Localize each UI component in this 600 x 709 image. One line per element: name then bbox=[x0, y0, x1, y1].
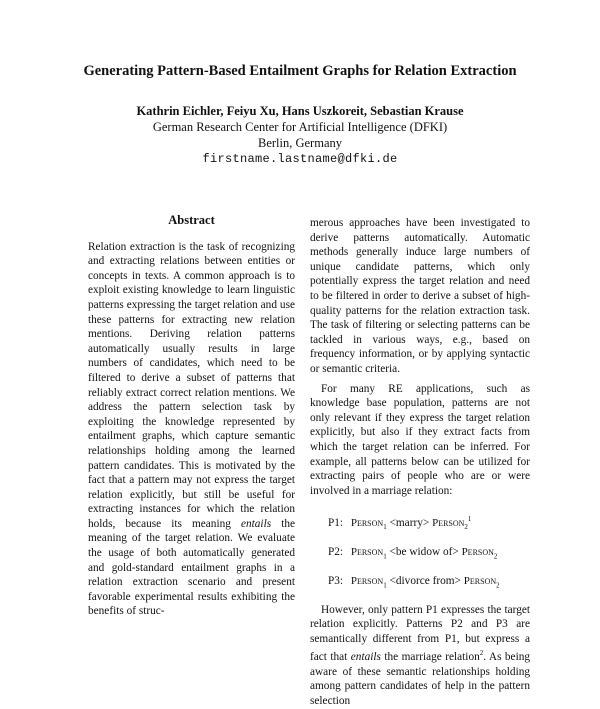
pattern-arg1-index: 1 bbox=[383, 580, 387, 589]
pattern-examples bbox=[328, 512, 530, 592]
para3-emphasis: entails bbox=[350, 651, 381, 664]
abstract-body bbox=[88, 240, 295, 619]
abstract-text-end: the meaning of the target relation. We evaluate the usage of both automatically generated and gold-standard entailment graphs in a relation extraction scenario and present favorable experimental results exhibiting the benefits of struc- bbox=[88, 517, 296, 618]
right-column bbox=[310, 216, 530, 709]
pattern-arg2-index: 2 bbox=[496, 580, 500, 589]
pattern-arg1-index: 1 bbox=[383, 523, 387, 532]
pattern-arg1: Person bbox=[350, 517, 384, 530]
pattern-arg2-index: 2 bbox=[464, 523, 468, 532]
abstract-heading: Abstract bbox=[168, 213, 215, 227]
left-column bbox=[88, 213, 295, 619]
abstract-text-start: Relation extraction is the task of recognizing and extracting relations between entities or concepts in texts. A common approach is to exploit existing knowledge to learn linguistic patterns expressing the target relation and use these patterns for extracting new relation mentions. Deriving relation patterns automatically usually results in large numbers of candidates, which need to be filtered to derive a subset of patterns that reliably extract correct relation mentions. We address the pattern selection task by exploiting the knowledge represented by entailment graphs, which capture semantic relationships holding among the learned pattern candidates. This is motivated by the fact that a pattern may not express the target relation explicitly, but still be useful for extracting instances for which the relation holds, because its meaning bbox=[88, 240, 295, 530]
intro-paragraph-1: merous approaches have been investigated to derive patterns automatically. Automatic methods generally induce large numbers of unique candidate patterns, which only potentially express the target relation and need to be filtered in order to derive a subset of high-quality patterns for the relation extraction task. The task of filtering or selecting patterns can be tackled in various ways, e.g., based on frequency information, or by applying syntactic or semantic criteria. bbox=[310, 217, 530, 375]
pattern-arg2: Person bbox=[432, 517, 465, 530]
affiliation: German Research Center for Artificial Intelligence (DFKI) bbox=[152, 120, 448, 134]
pattern-example bbox=[328, 574, 530, 593]
pattern-id: P2: bbox=[328, 545, 344, 558]
footnote-marker: 1 bbox=[467, 515, 472, 524]
pattern-arg1-index: 1 bbox=[383, 552, 387, 561]
pattern-id: P1: bbox=[328, 517, 344, 530]
pattern-arg2: Person bbox=[461, 545, 494, 558]
pattern-id: P3: bbox=[328, 574, 344, 587]
pattern-example bbox=[328, 512, 530, 535]
pattern-relation: <marry> bbox=[389, 517, 430, 530]
pattern-arg2: Person bbox=[463, 574, 497, 587]
pattern-arg1: Person bbox=[350, 545, 384, 558]
footnote-marker: 2 bbox=[479, 649, 484, 658]
author-names: Kathrin Eichler, Feiyu Xu, Hans Uszkoreit, Sebastian Krause bbox=[136, 104, 464, 118]
para3-text-start: However, only pattern P1 expresses the target relation explicitly. Patterns P2 and P3 are semantically different from P1, but express a fact that bbox=[310, 603, 530, 664]
author-block bbox=[0, 103, 600, 167]
intro-paragraph-2: For many RE applications, such as knowledge base population, patterns are not only relevant if they express the target relation explicitly, but also if they extract facts from which the target relation can be inferred. For example, all patterns below can be utilized for extracting pairs of people who are or were involved in a marriage relation: bbox=[310, 382, 530, 497]
pattern-arg1: Person bbox=[350, 574, 384, 587]
email: firstname.lastname@dfki.de bbox=[202, 152, 398, 166]
para3-text-mid: the marriage relation bbox=[384, 651, 480, 664]
pattern-relation: <be widow of> bbox=[389, 545, 459, 558]
pattern-arg2-index: 2 bbox=[493, 552, 498, 561]
pattern-relation: <divorce from> bbox=[389, 574, 461, 587]
intro-paragraph-3 bbox=[310, 603, 530, 709]
location: Berlin, Germany bbox=[257, 136, 342, 150]
abstract-emphasis: entails bbox=[240, 517, 272, 530]
para3-text-end: . As being aware of these semantic relationships holding among pattern candidates of help in the pattern selection bbox=[310, 651, 531, 707]
pattern-example bbox=[328, 545, 530, 564]
paper-title: Generating Pattern-Based Entailment Graphs for Relation Extraction bbox=[83, 63, 517, 79]
